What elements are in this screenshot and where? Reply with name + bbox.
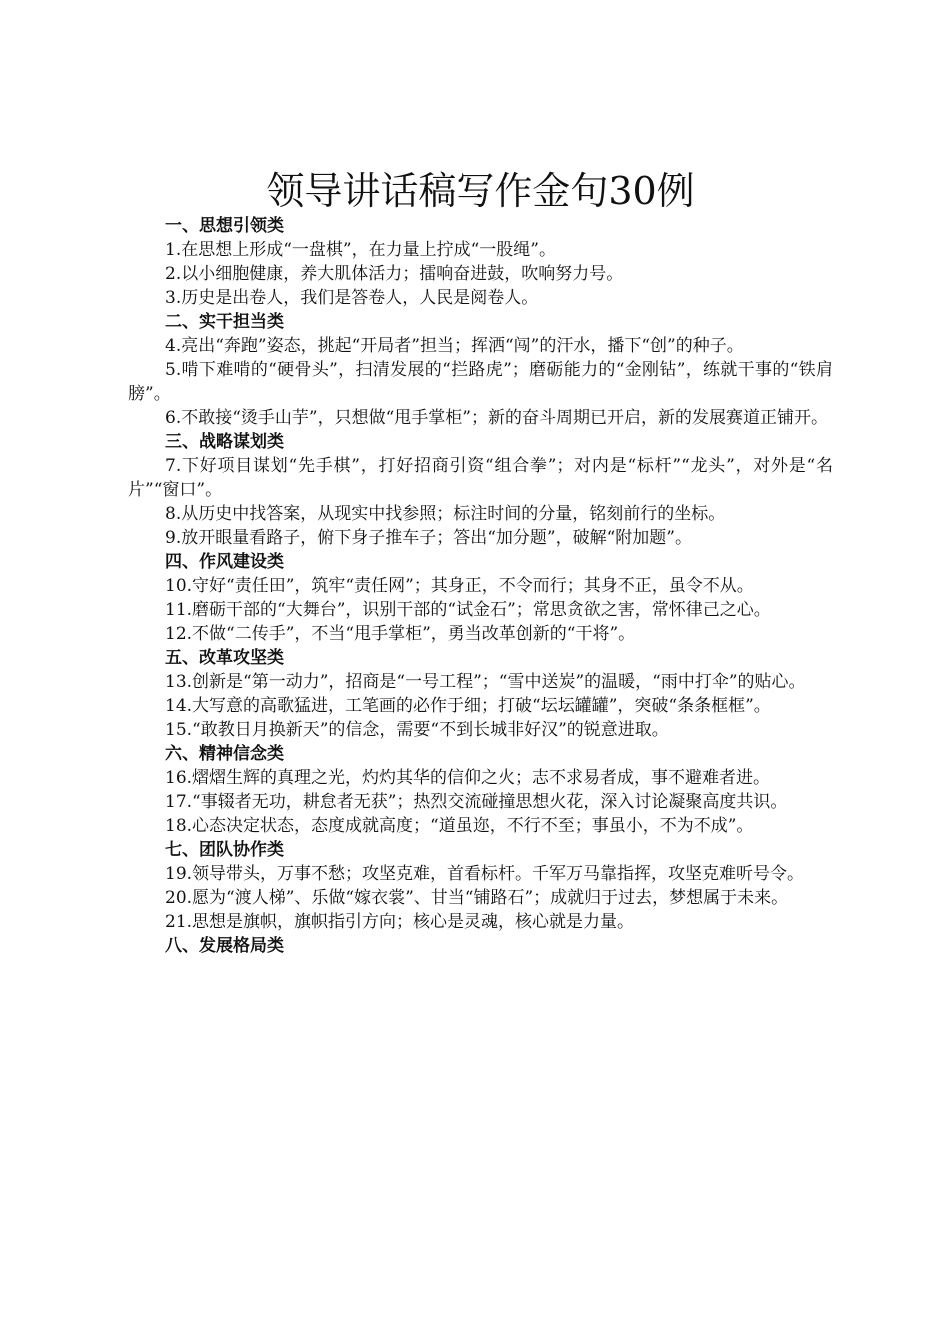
item-11: 11.磨砺干部的“大舞台”，识别干部的“试金石”；常思贪欲之害，常怀律己之心。 bbox=[165, 600, 771, 620]
item-5: 5.啃下难啃的“硬骨头”，扫清发展的“拦路虎”；磨砺能力的“金刚钻”，练就干事的“铁肩膀”。 bbox=[128, 360, 833, 404]
section-3 bbox=[128, 430, 833, 550]
item-3: 3.历史是出卷人，我们是答卷人，人民是阅卷人。 bbox=[165, 288, 539, 308]
section-heading: 五、改革攻坚类 bbox=[165, 648, 284, 668]
item-8: 8.从历史中找答案，从现实中找参照；标注时间的分量，铭刻前行的坐标。 bbox=[165, 504, 726, 524]
section-heading: 八、发展格局类 bbox=[165, 936, 284, 956]
section-1 bbox=[128, 214, 833, 310]
item-2: 2.以小细胞健康，养大肌体活力；擂响奋进鼓，吹响努力号。 bbox=[165, 264, 624, 284]
section-heading: 六、精神信念类 bbox=[165, 744, 284, 764]
item-1: 1.在思想上形成“一盘棋”，在力量上拧成“一股绳”。 bbox=[165, 240, 556, 260]
section-7 bbox=[128, 838, 833, 934]
item-19: 19.领导带头，万事不愁；攻坚克难，首看标杆。千军万马靠指挥，攻坚克难听号令。 bbox=[165, 864, 805, 884]
section-6 bbox=[128, 742, 833, 838]
item-21: 21.思想是旗帜，旗帜指引方向；核心是灵魂，核心就是力量。 bbox=[165, 912, 635, 932]
document-page bbox=[128, 168, 833, 958]
item-20: 20.愿为“渡人梯”、乐做“嫁衣裳”、甘当“铺路石”；成就归于过去，梦想属于未来。 bbox=[165, 888, 789, 908]
document-title: 领导讲话稿写作金句30例 bbox=[266, 169, 695, 213]
section-2 bbox=[128, 310, 833, 430]
item-6: 6.不敢接“烫手山芋”，只想做“甩手掌柜”；新的奋斗周期已开启，新的发展赛道正铺开。 bbox=[165, 408, 828, 428]
section-heading: 二、实干担当类 bbox=[165, 312, 284, 332]
section-heading: 七、团队协作类 bbox=[165, 840, 284, 860]
item-15: 15.“敢教日月换新天”的信念，需要“不到长城非好汉”的锐意进取。 bbox=[165, 720, 669, 740]
section-8 bbox=[128, 934, 833, 958]
item-10: 10.守好“责任田”，筑牢“责任网”；其身正，不令而行；其身不正，虽令不从。 bbox=[165, 576, 754, 596]
section-heading: 一、思想引领类 bbox=[165, 216, 284, 236]
section-heading: 四、作风建设类 bbox=[165, 552, 284, 572]
section-heading: 三、战略谋划类 bbox=[165, 432, 284, 452]
item-16: 16.熠熠生辉的真理之光，灼灼其华的信仰之火；志不求易者成，事不避难者进。 bbox=[165, 768, 771, 788]
item-4: 4.亮出“奔跑”姿态，挑起“开局者”担当；挥洒“闯”的汗水，播下“创”的种子。 bbox=[165, 336, 744, 356]
item-18: 18.心态决定状态，态度成就高度；“道虽迩，不行不至；事虽小，不为不成”。 bbox=[165, 816, 754, 836]
item-13: 13.创新是“第一动力”，招商是“一号工程”；“雪中送炭”的温暖，“雨中打伞”的贴心。 bbox=[165, 672, 806, 692]
section-4 bbox=[128, 550, 833, 646]
item-17: 17.“事辍者无功，耕怠者无获”；热烈交流碰撞思想火花，深入讨论凝聚高度共识。 bbox=[165, 792, 788, 812]
item-7: 7.下好项目谋划“先手棋”，打好招商引资“组合拳”；对内是“标杆”“龙头”，对外是“名片”“窗口”。 bbox=[128, 456, 833, 500]
item-14: 14.大写意的高歌猛进，工笔画的必作于细；打破“坛坛罐罐”，突破“条条框框”。 bbox=[165, 696, 771, 716]
section-5 bbox=[128, 646, 833, 742]
item-9: 9.放开眼量看路子，俯下身子推车子；答出“加分题”，破解“附加题”。 bbox=[165, 528, 692, 548]
item-12: 12.不做“二传手”，不当“甩手掌柜”，勇当改革创新的“干将”。 bbox=[165, 624, 636, 644]
